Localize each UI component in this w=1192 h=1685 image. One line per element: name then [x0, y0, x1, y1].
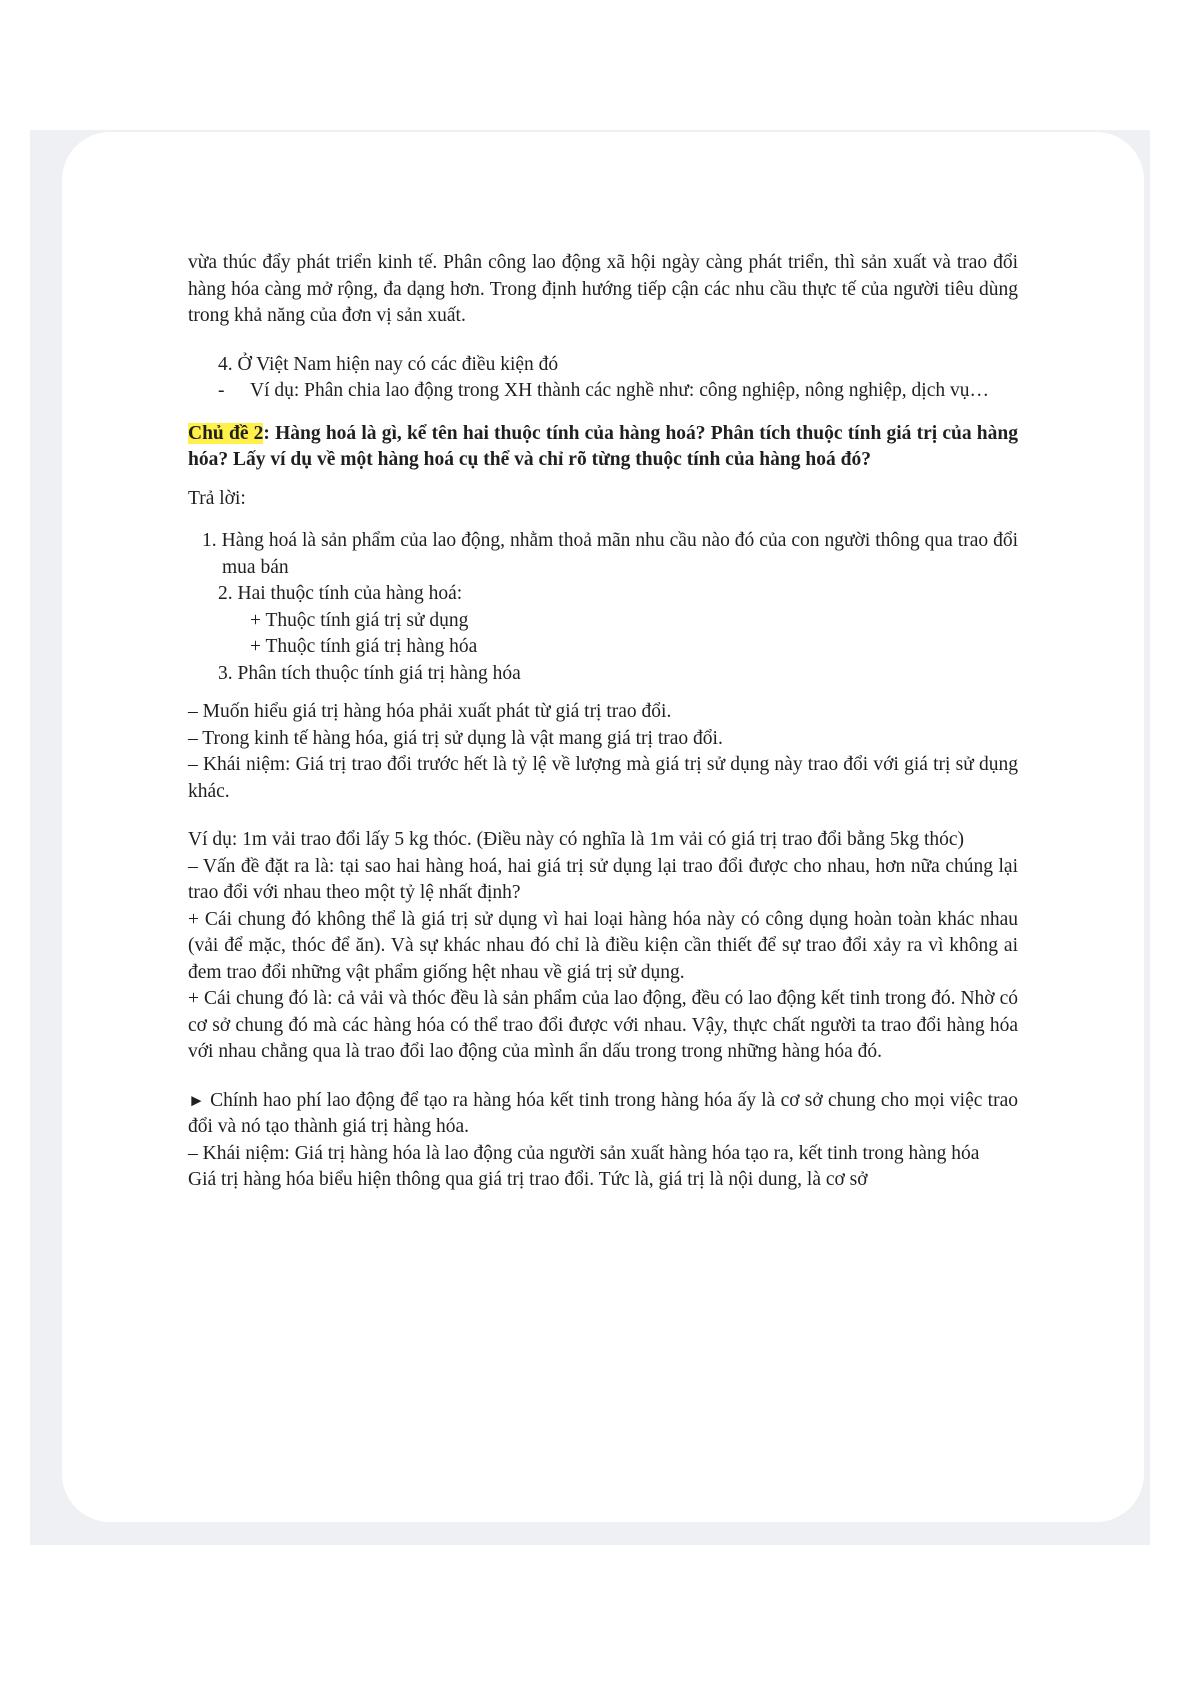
- example-text: Ví dụ: Phân chia lao động trong XH thành các nghề như: công nghiệp, nông nghiệp, dịch vụ…: [250, 380, 989, 401]
- answer-label: Trả lời:: [188, 487, 246, 509]
- paragraph-b1: – Muốn hiểu giá trị hàng hóa phải xuất phát từ giá trị trao đổi.: [188, 701, 672, 722]
- conclusion-text: Chính hao phí lao động để tạo ra hàng hóa kết tinh trong hàng hóa ấy là cơ sở chung cho mọi việc trao đổi và nó tạo thành giá trị hàng hóa.: [188, 1089, 1018, 1137]
- paragraph-value-concept: – Khái niệm: Giá trị hàng hóa là lao động của người sản xuất hàng hóa tạo ra, kết tinh trong hàng hóa: [188, 1142, 980, 1164]
- paragraph-value-expression: Giá trị hàng hóa biểu hiện thông qua giá trị trao đổi. Tức là, giá trị là nội dung, là cơ sở: [188, 1169, 868, 1190]
- paragraph-intro: vừa thúc đẩy phát triển kinh tế. Phân công lao động xã hội ngày càng phát triển, thì sản xuất và trao đổi hàng hóa càng mở rộng, đa dạng hơn. Trong định hướng tiếp cận các nhu cầu thực tế của người tiêu dùng trong khả năng của đơn vị sản xuất.: [188, 252, 1018, 326]
- paragraph-common-labor: + Cái chung đó là: cả vải và thóc đều là sản phẩm của lao động, đều có lao động kết tinh trong đó. Nhờ có cơ sở chung đó mà các hàng hóa có thể trao đổi được với nhau. Vậy, thực chất người ta trao đổi hàng hóa với nhau chẳng qua là trao đổi lao động của mình ẩn dấu trong trong những hàng hóa đó.: [188, 988, 1018, 1062]
- paragraph-common-use-value: + Cái chung đó không thể là giá trị sử dụng vì hai loại hàng hóa này có công dụng hoàn toàn khác nhau (vải để mặc, thóc để ăn). Và sự khác nhau đó chỉ là điều kiện cần thiết để sự trao đổi xảy ra vì không ai đem trao đổi những vật phẩm giống hệt nhau về giá trị sử dụng.: [188, 908, 1018, 983]
- dash-marker: -: [218, 380, 225, 401]
- example-item: [188, 378, 1018, 405]
- document-content: [188, 250, 1018, 1194]
- paragraph-b2: – Trong kinh tế hàng hóa, giá trị sử dụng là vật mang giá trị trao đổi.: [188, 727, 723, 749]
- paragraph-example-cloth: Ví dụ: 1m vải trao đổi lấy 5 kg thóc. (Điều này có nghĩa là 1m vải có giá trị trao đổi bằng 5kg thóc): [188, 829, 965, 850]
- paragraph-question: – Vấn đề đặt ra là: tại sao hai hàng hoá, hai giá trị sử dụng lại trao đổi được cho nhau, hơn nữa chúng lại trao đổi với nhau theo một tỷ lệ nhất định?: [188, 855, 1018, 903]
- paragraph-b3: – Khái niệm: Giá trị trao đổi trước hết là tỷ lệ về lượng mà giá trị sử dụng này trao đổi với giá trị sử dụng khác.: [188, 754, 1018, 802]
- topic-heading: [188, 421, 1018, 474]
- topic-label-highlight: Chủ đề 2: [188, 422, 264, 444]
- paragraph-conclusion: [188, 1088, 1018, 1141]
- triangle-bullet-icon: ►: [188, 1090, 205, 1110]
- answer-sub-item-1: + Thuộc tính giá trị sử dụng: [250, 609, 469, 631]
- answer-item-3: 3. Phân tích thuộc tính giá trị hàng hóa: [218, 662, 521, 684]
- topic-question: : Hàng hoá là gì, kể tên hai thuộc tính của hàng hoá? Phân tích thuộc tính giá trị của hàng hóa? Lấy ví dụ về một hàng hoá cụ thể và chỉ rõ từng thuộc tính của hàng hoá đó?: [188, 422, 1018, 470]
- list-item-4: 4. Ở Việt Nam hiện nay có các điều kiện đó: [218, 353, 559, 375]
- answer-item-1: 1. Hàng hoá là sản phẩm của lao động, nhằm thoả mãn nhu cầu nào đó của con người thông qua trao đổi mua bán: [202, 530, 1018, 578]
- answer-item-2: 2. Hai thuộc tính của hàng hoá:: [218, 583, 463, 604]
- answer-sub-item-2: + Thuộc tính giá trị hàng hóa: [250, 636, 478, 657]
